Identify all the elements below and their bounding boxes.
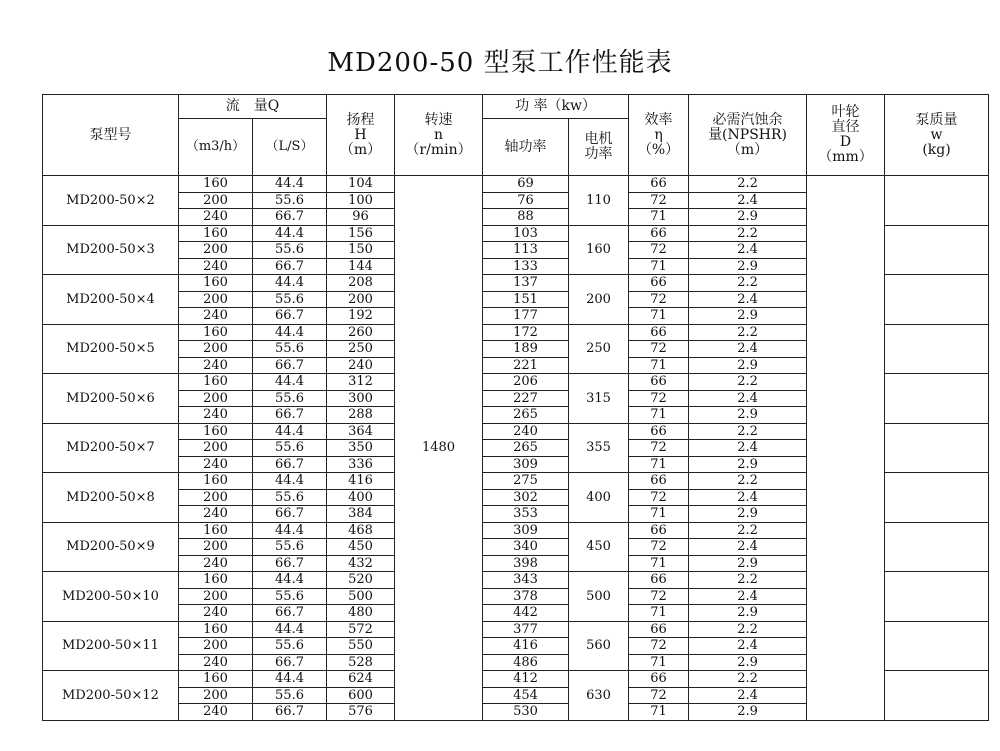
header-flow: 流 量Q — [179, 95, 327, 119]
head-cell: 144 — [327, 258, 395, 275]
head-cell: 96 — [327, 209, 395, 226]
efficiency-cell: 66 — [629, 324, 689, 341]
head-cell: 550 — [327, 638, 395, 655]
flow-m3h-cell: 200 — [179, 638, 253, 655]
model-cell: MD200-50×7 — [43, 423, 179, 473]
head-cell: 288 — [327, 407, 395, 424]
pump-mass-cell — [885, 324, 989, 374]
efficiency-cell: 72 — [629, 489, 689, 506]
head-cell: 250 — [327, 341, 395, 358]
flow-m3h-cell: 240 — [179, 704, 253, 721]
efficiency-cell: 72 — [629, 341, 689, 358]
shaft-power-cell: 76 — [483, 192, 569, 209]
npshr-cell: 2.9 — [689, 555, 807, 572]
flow-m3h-cell: 200 — [179, 390, 253, 407]
efficiency-cell: 71 — [629, 555, 689, 572]
flow-m3h-cell: 160 — [179, 225, 253, 242]
npshr-cell: 2.9 — [689, 407, 807, 424]
flow-ls-cell: 55.6 — [253, 192, 327, 209]
npshr-cell: 2.2 — [689, 225, 807, 242]
head-cell: 300 — [327, 390, 395, 407]
shaft-power-cell: 378 — [483, 588, 569, 605]
head-cell: 208 — [327, 275, 395, 292]
head-cell: 432 — [327, 555, 395, 572]
motor-power-cell: 355 — [569, 423, 629, 473]
shaft-power-cell: 189 — [483, 341, 569, 358]
header-shaft-power: 轴功率 — [483, 119, 569, 176]
impeller-diameter-cell — [807, 176, 885, 721]
shaft-power-cell: 240 — [483, 423, 569, 440]
shaft-power-cell: 302 — [483, 489, 569, 506]
flow-ls-cell: 55.6 — [253, 390, 327, 407]
npshr-cell: 2.4 — [689, 291, 807, 308]
npshr-cell: 2.4 — [689, 242, 807, 259]
flow-m3h-cell: 240 — [179, 258, 253, 275]
efficiency-cell: 71 — [629, 456, 689, 473]
flow-m3h-cell: 200 — [179, 291, 253, 308]
flow-ls-cell: 66.7 — [253, 456, 327, 473]
pump-mass-cell — [885, 522, 989, 572]
shaft-power-cell: 416 — [483, 638, 569, 655]
npshr-cell: 2.2 — [689, 572, 807, 589]
head-cell: 150 — [327, 242, 395, 259]
head-cell: 600 — [327, 687, 395, 704]
flow-ls-cell: 66.7 — [253, 308, 327, 325]
flow-ls-cell: 44.4 — [253, 473, 327, 490]
head-cell: 156 — [327, 225, 395, 242]
header-flow-ls: （L/S） — [253, 119, 327, 176]
pump-mass-cell — [885, 671, 989, 721]
flow-m3h-cell: 200 — [179, 539, 253, 556]
efficiency-cell: 66 — [629, 572, 689, 589]
shaft-power-cell: 103 — [483, 225, 569, 242]
motor-power-cell: 110 — [569, 176, 629, 226]
flow-ls-cell: 55.6 — [253, 291, 327, 308]
npshr-cell: 2.4 — [689, 440, 807, 457]
header-motor-power: 电机 功率 — [569, 119, 629, 176]
npshr-cell: 2.2 — [689, 324, 807, 341]
flow-m3h-cell: 160 — [179, 324, 253, 341]
flow-m3h-cell: 200 — [179, 440, 253, 457]
head-cell: 468 — [327, 522, 395, 539]
npshr-cell: 2.2 — [689, 671, 807, 688]
npshr-cell: 2.4 — [689, 192, 807, 209]
model-cell: MD200-50×11 — [43, 621, 179, 671]
flow-m3h-cell: 240 — [179, 654, 253, 671]
flow-ls-cell: 55.6 — [253, 489, 327, 506]
header-head: 扬程 H （m） — [327, 95, 395, 176]
model-cell: MD200-50×12 — [43, 671, 179, 721]
flow-ls-cell: 66.7 — [253, 704, 327, 721]
efficiency-cell: 66 — [629, 374, 689, 391]
efficiency-cell: 66 — [629, 621, 689, 638]
flow-ls-cell: 44.4 — [253, 374, 327, 391]
flow-m3h-cell: 200 — [179, 341, 253, 358]
flow-m3h-cell: 160 — [179, 176, 253, 193]
flow-m3h-cell: 200 — [179, 242, 253, 259]
efficiency-cell: 72 — [629, 291, 689, 308]
efficiency-cell: 72 — [629, 440, 689, 457]
flow-ls-cell: 55.6 — [253, 588, 327, 605]
flow-m3h-cell: 200 — [179, 489, 253, 506]
npshr-cell: 2.4 — [689, 638, 807, 655]
efficiency-cell: 72 — [629, 192, 689, 209]
model-cell: MD200-50×2 — [43, 176, 179, 226]
efficiency-cell: 72 — [629, 242, 689, 259]
shaft-power-cell: 398 — [483, 555, 569, 572]
efficiency-cell: 71 — [629, 654, 689, 671]
flow-m3h-cell: 240 — [179, 357, 253, 374]
efficiency-cell: 72 — [629, 638, 689, 655]
flow-m3h-cell: 240 — [179, 605, 253, 622]
flow-ls-cell: 66.7 — [253, 605, 327, 622]
shaft-power-cell: 113 — [483, 242, 569, 259]
header-speed: 转速 n （r/min） — [395, 95, 483, 176]
pump-mass-cell — [885, 225, 989, 275]
npshr-cell: 2.9 — [689, 605, 807, 622]
flow-m3h-cell: 240 — [179, 555, 253, 572]
head-cell: 416 — [327, 473, 395, 490]
motor-power-cell: 450 — [569, 522, 629, 572]
pump-mass-cell — [885, 423, 989, 473]
flow-m3h-cell: 240 — [179, 506, 253, 523]
shaft-power-cell: 353 — [483, 506, 569, 523]
npshr-cell: 2.4 — [689, 390, 807, 407]
shaft-power-cell: 88 — [483, 209, 569, 226]
flow-ls-cell: 55.6 — [253, 242, 327, 259]
npshr-cell: 2.4 — [689, 489, 807, 506]
shaft-power-cell: 133 — [483, 258, 569, 275]
header-pump-mass: 泵质量 w (kg) — [885, 95, 989, 176]
motor-power-cell: 315 — [569, 374, 629, 424]
head-cell: 500 — [327, 588, 395, 605]
pump-mass-cell — [885, 473, 989, 523]
efficiency-cell: 71 — [629, 506, 689, 523]
shaft-power-cell: 275 — [483, 473, 569, 490]
head-cell: 104 — [327, 176, 395, 193]
flow-ls-cell: 44.4 — [253, 176, 327, 193]
efficiency-cell: 71 — [629, 209, 689, 226]
header-model: 泵型号 — [43, 95, 179, 176]
efficiency-cell: 72 — [629, 687, 689, 704]
shaft-power-cell: 206 — [483, 374, 569, 391]
efficiency-cell: 71 — [629, 357, 689, 374]
shaft-power-cell: 137 — [483, 275, 569, 292]
speed-cell: 1480 — [395, 176, 483, 721]
npshr-cell: 2.2 — [689, 275, 807, 292]
head-cell: 364 — [327, 423, 395, 440]
header-flow-m3h: （m3/h） — [179, 119, 253, 176]
flow-ls-cell: 66.7 — [253, 209, 327, 226]
npshr-cell: 2.9 — [689, 209, 807, 226]
shaft-power-cell: 309 — [483, 522, 569, 539]
model-cell: MD200-50×10 — [43, 572, 179, 622]
head-cell: 450 — [327, 539, 395, 556]
efficiency-cell: 66 — [629, 522, 689, 539]
flow-ls-cell: 66.7 — [253, 357, 327, 374]
flow-m3h-cell: 160 — [179, 473, 253, 490]
efficiency-cell: 66 — [629, 275, 689, 292]
shaft-power-cell: 265 — [483, 440, 569, 457]
motor-power-cell: 400 — [569, 473, 629, 523]
flow-ls-cell: 55.6 — [253, 440, 327, 457]
pump-mass-cell — [885, 572, 989, 622]
npshr-cell: 2.9 — [689, 308, 807, 325]
efficiency-cell: 66 — [629, 473, 689, 490]
flow-ls-cell: 44.4 — [253, 671, 327, 688]
flow-ls-cell: 66.7 — [253, 407, 327, 424]
npshr-cell: 2.4 — [689, 539, 807, 556]
shaft-power-cell: 177 — [483, 308, 569, 325]
head-cell: 260 — [327, 324, 395, 341]
shaft-power-cell: 172 — [483, 324, 569, 341]
motor-power-cell: 250 — [569, 324, 629, 374]
flow-ls-cell: 44.4 — [253, 621, 327, 638]
head-cell: 520 — [327, 572, 395, 589]
motor-power-cell: 630 — [569, 671, 629, 721]
head-cell: 576 — [327, 704, 395, 721]
flow-ls-cell: 44.4 — [253, 522, 327, 539]
efficiency-cell: 71 — [629, 258, 689, 275]
efficiency-cell: 66 — [629, 671, 689, 688]
shaft-power-cell: 265 — [483, 407, 569, 424]
head-cell: 100 — [327, 192, 395, 209]
header-power: 功 率（kw） — [483, 95, 629, 119]
pump-mass-cell — [885, 176, 989, 226]
page-title: MD200-50 型泵工作性能表 — [327, 48, 673, 78]
shaft-power-cell: 227 — [483, 390, 569, 407]
efficiency-cell: 71 — [629, 704, 689, 721]
shaft-power-cell: 343 — [483, 572, 569, 589]
header-npshr: 必需汽蚀余 量(NPSHR) （m） — [689, 95, 807, 176]
head-cell: 528 — [327, 654, 395, 671]
pump-mass-cell — [885, 374, 989, 424]
npshr-cell: 2.9 — [689, 456, 807, 473]
pump-mass-cell — [885, 621, 989, 671]
head-cell: 400 — [327, 489, 395, 506]
npshr-cell: 2.2 — [689, 473, 807, 490]
model-cell: MD200-50×4 — [43, 275, 179, 325]
flow-m3h-cell: 240 — [179, 456, 253, 473]
flow-m3h-cell: 160 — [179, 572, 253, 589]
npshr-cell: 2.2 — [689, 423, 807, 440]
efficiency-cell: 71 — [629, 605, 689, 622]
shaft-power-cell: 442 — [483, 605, 569, 622]
head-cell: 384 — [327, 506, 395, 523]
npshr-cell: 2.4 — [689, 588, 807, 605]
performance-table — [42, 94, 989, 721]
shaft-power-cell: 454 — [483, 687, 569, 704]
model-cell: MD200-50×5 — [43, 324, 179, 374]
flow-ls-cell: 44.4 — [253, 423, 327, 440]
shaft-power-cell: 69 — [483, 176, 569, 193]
model-cell: MD200-50×3 — [43, 225, 179, 275]
flow-m3h-cell: 200 — [179, 588, 253, 605]
motor-power-cell: 500 — [569, 572, 629, 622]
flow-m3h-cell: 160 — [179, 522, 253, 539]
motor-power-cell: 160 — [569, 225, 629, 275]
table-row — [43, 176, 989, 193]
shaft-power-cell: 377 — [483, 621, 569, 638]
efficiency-cell: 66 — [629, 176, 689, 193]
shaft-power-cell: 151 — [483, 291, 569, 308]
npshr-cell: 2.4 — [689, 687, 807, 704]
npshr-cell: 2.2 — [689, 522, 807, 539]
flow-ls-cell: 66.7 — [253, 555, 327, 572]
flow-ls-cell: 66.7 — [253, 258, 327, 275]
efficiency-cell: 66 — [629, 423, 689, 440]
npshr-cell: 2.2 — [689, 374, 807, 391]
npshr-cell: 2.4 — [689, 341, 807, 358]
flow-ls-cell: 44.4 — [253, 225, 327, 242]
model-cell: MD200-50×9 — [43, 522, 179, 572]
efficiency-cell: 72 — [629, 539, 689, 556]
flow-m3h-cell: 200 — [179, 687, 253, 704]
flow-m3h-cell: 240 — [179, 407, 253, 424]
flow-ls-cell: 44.4 — [253, 324, 327, 341]
head-cell: 200 — [327, 291, 395, 308]
flow-m3h-cell: 240 — [179, 308, 253, 325]
flow-ls-cell: 55.6 — [253, 539, 327, 556]
flow-ls-cell: 66.7 — [253, 654, 327, 671]
npshr-cell: 2.9 — [689, 506, 807, 523]
head-cell: 312 — [327, 374, 395, 391]
head-cell: 240 — [327, 357, 395, 374]
flow-m3h-cell: 160 — [179, 423, 253, 440]
flow-ls-cell: 55.6 — [253, 687, 327, 704]
npshr-cell: 2.9 — [689, 357, 807, 374]
head-cell: 350 — [327, 440, 395, 457]
npshr-cell: 2.2 — [689, 621, 807, 638]
head-cell: 480 — [327, 605, 395, 622]
shaft-power-cell: 309 — [483, 456, 569, 473]
efficiency-cell: 71 — [629, 407, 689, 424]
head-cell: 336 — [327, 456, 395, 473]
head-cell: 192 — [327, 308, 395, 325]
efficiency-cell: 66 — [629, 225, 689, 242]
shaft-power-cell: 221 — [483, 357, 569, 374]
header-efficiency: 效率 η （%） — [629, 95, 689, 176]
efficiency-cell: 72 — [629, 588, 689, 605]
flow-m3h-cell: 160 — [179, 621, 253, 638]
flow-ls-cell: 55.6 — [253, 638, 327, 655]
efficiency-cell: 72 — [629, 390, 689, 407]
motor-power-cell: 560 — [569, 621, 629, 671]
header-impeller-diameter: 叶轮 直径 D （mm） — [807, 95, 885, 176]
flow-m3h-cell: 200 — [179, 192, 253, 209]
flow-ls-cell: 66.7 — [253, 506, 327, 523]
motor-power-cell: 200 — [569, 275, 629, 325]
performance-table-body — [43, 176, 989, 721]
flow-ls-cell: 44.4 — [253, 275, 327, 292]
flow-m3h-cell: 160 — [179, 671, 253, 688]
shaft-power-cell: 486 — [483, 654, 569, 671]
npshr-cell: 2.2 — [689, 176, 807, 193]
flow-ls-cell: 55.6 — [253, 341, 327, 358]
head-cell: 624 — [327, 671, 395, 688]
flow-m3h-cell: 240 — [179, 209, 253, 226]
npshr-cell: 2.9 — [689, 704, 807, 721]
shaft-power-cell: 412 — [483, 671, 569, 688]
head-cell: 572 — [327, 621, 395, 638]
shaft-power-cell: 530 — [483, 704, 569, 721]
npshr-cell: 2.9 — [689, 258, 807, 275]
model-cell: MD200-50×6 — [43, 374, 179, 424]
npshr-cell: 2.9 — [689, 654, 807, 671]
efficiency-cell: 71 — [629, 308, 689, 325]
flow-m3h-cell: 160 — [179, 374, 253, 391]
flow-ls-cell: 44.4 — [253, 572, 327, 589]
pump-mass-cell — [885, 275, 989, 325]
flow-m3h-cell: 160 — [179, 275, 253, 292]
shaft-power-cell: 340 — [483, 539, 569, 556]
model-cell: MD200-50×8 — [43, 473, 179, 523]
